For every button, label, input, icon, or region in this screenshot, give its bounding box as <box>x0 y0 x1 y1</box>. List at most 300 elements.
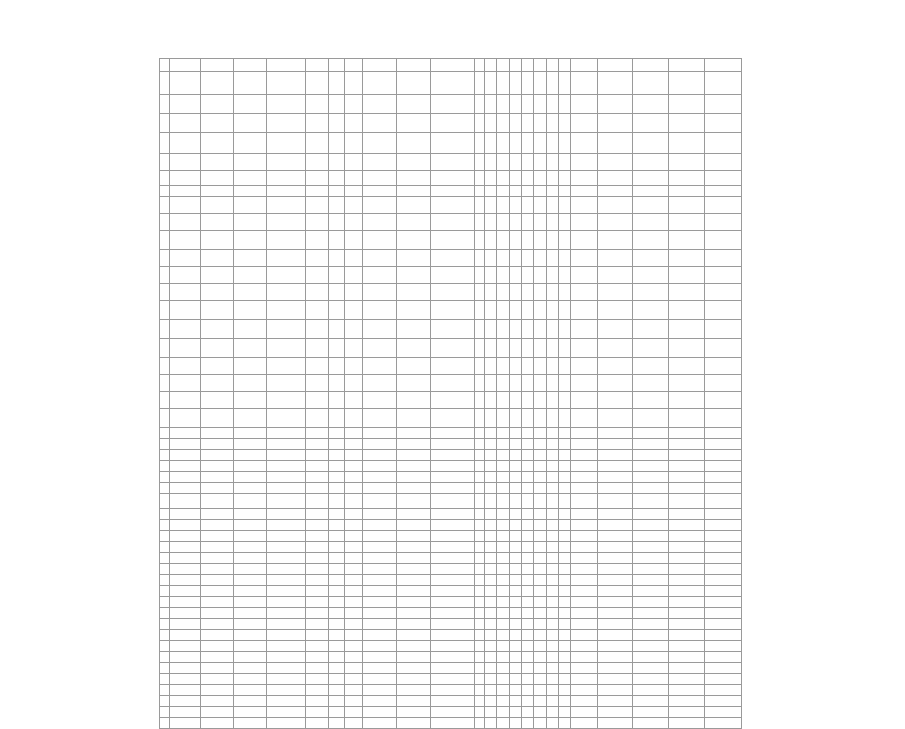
table-cell <box>233 267 267 284</box>
table-cell <box>345 718 363 729</box>
table-cell <box>397 375 431 392</box>
table-cell <box>546 375 558 392</box>
table-cell <box>669 320 705 339</box>
table-cell <box>669 409 705 428</box>
table-cell <box>345 509 363 520</box>
table-cell <box>328 597 344 608</box>
table-cell <box>497 59 509 72</box>
table-cell <box>363 197 397 214</box>
table-cell <box>597 553 633 564</box>
table-cell <box>328 358 344 375</box>
table-cell <box>521 250 533 267</box>
table-cell <box>430 439 474 450</box>
table-cell <box>571 542 598 553</box>
table-cell <box>571 707 598 718</box>
table-cell <box>571 531 598 542</box>
table-cell <box>345 531 363 542</box>
table-cell <box>160 231 170 250</box>
table-cell <box>345 564 363 575</box>
table-cell <box>160 375 170 392</box>
table-cell <box>200 542 233 553</box>
table-cell <box>534 608 546 619</box>
table-cell <box>534 267 546 284</box>
table-row <box>160 375 742 392</box>
table-cell <box>160 472 170 483</box>
table-cell <box>633 597 669 608</box>
table-cell <box>328 133 344 154</box>
table-cell <box>485 696 497 707</box>
table-cell <box>521 439 533 450</box>
table-cell <box>363 718 397 729</box>
table-cell <box>363 231 397 250</box>
table-cell <box>546 339 558 358</box>
table-cell <box>170 214 201 231</box>
table-cell <box>328 439 344 450</box>
table-cell <box>558 250 570 267</box>
table-cell <box>597 186 633 197</box>
table-cell <box>345 59 363 72</box>
table-cell <box>597 696 633 707</box>
table-cell <box>328 171 344 186</box>
table-cell <box>497 619 509 630</box>
table-cell <box>571 597 598 608</box>
table-cell <box>509 542 521 553</box>
table-cell <box>328 72 344 95</box>
table-cell <box>597 586 633 597</box>
table-cell <box>397 652 431 663</box>
table-cell <box>534 409 546 428</box>
table-cell <box>571 652 598 663</box>
table-cell <box>521 597 533 608</box>
table-cell <box>497 95 509 114</box>
table-cell <box>669 284 705 301</box>
table-cell <box>363 133 397 154</box>
table-cell <box>267 575 306 586</box>
table-cell <box>497 72 509 95</box>
table-cell <box>558 619 570 630</box>
table-cell <box>485 674 497 685</box>
table-cell <box>571 267 598 284</box>
table-row <box>160 608 742 619</box>
table-cell <box>345 231 363 250</box>
table-cell <box>170 674 201 685</box>
table-cell <box>170 171 201 186</box>
table-cell <box>597 267 633 284</box>
table-cell <box>170 409 201 428</box>
table-cell <box>558 320 570 339</box>
table-cell <box>705 392 742 409</box>
table-cell <box>397 630 431 641</box>
table-cell <box>509 114 521 133</box>
table-cell <box>397 267 431 284</box>
table-cell <box>306 542 329 553</box>
table-cell <box>571 409 598 428</box>
table-cell <box>200 553 233 564</box>
table-cell <box>669 575 705 586</box>
data-table <box>159 58 742 729</box>
table-cell <box>633 284 669 301</box>
table-cell <box>430 494 474 509</box>
table-cell <box>485 133 497 154</box>
table-cell <box>497 685 509 696</box>
table-cell <box>267 114 306 133</box>
table-cell <box>345 428 363 439</box>
table-cell <box>485 718 497 729</box>
table-cell <box>267 197 306 214</box>
table-cell <box>170 641 201 652</box>
table-cell <box>546 707 558 718</box>
table-row <box>160 59 742 72</box>
table-cell <box>474 214 484 231</box>
table-cell <box>521 301 533 320</box>
table-cell <box>397 575 431 586</box>
table-cell <box>474 114 484 133</box>
table-cell <box>306 608 329 619</box>
table-cell <box>397 531 431 542</box>
table-cell <box>597 520 633 531</box>
table-cell <box>345 214 363 231</box>
table-cell <box>534 696 546 707</box>
table-cell <box>705 663 742 674</box>
table-cell <box>705 186 742 197</box>
table-cell <box>597 674 633 685</box>
table-cell <box>705 72 742 95</box>
table-cell <box>430 520 474 531</box>
table-cell <box>160 542 170 553</box>
table-cell <box>160 575 170 586</box>
table-cell <box>328 685 344 696</box>
table-cell <box>474 531 484 542</box>
table-cell <box>597 375 633 392</box>
table-cell <box>345 197 363 214</box>
table-cell <box>546 214 558 231</box>
table-cell <box>160 358 170 375</box>
table-cell <box>571 392 598 409</box>
table-cell <box>597 483 633 494</box>
table-cell <box>306 494 329 509</box>
table-cell <box>534 531 546 542</box>
table-cell <box>170 597 201 608</box>
table-cell <box>474 439 484 450</box>
table-cell <box>669 553 705 564</box>
table-cell <box>669 339 705 358</box>
table-cell <box>306 320 329 339</box>
table-cell <box>328 531 344 542</box>
table-cell <box>267 652 306 663</box>
table-cell <box>328 428 344 439</box>
table-cell <box>546 231 558 250</box>
table-cell <box>170 707 201 718</box>
table-cell <box>571 450 598 461</box>
table-cell <box>633 483 669 494</box>
table-cell <box>397 494 431 509</box>
table-cell <box>546 95 558 114</box>
table-cell <box>306 375 329 392</box>
table-cell <box>534 483 546 494</box>
table-cell <box>558 284 570 301</box>
table-cell <box>534 597 546 608</box>
table-cell <box>546 72 558 95</box>
table-cell <box>509 284 521 301</box>
table-cell <box>474 696 484 707</box>
table-cell <box>328 520 344 531</box>
table-cell <box>160 553 170 564</box>
table-cell <box>474 59 484 72</box>
table-cell <box>534 358 546 375</box>
table-cell <box>363 59 397 72</box>
table-cell <box>267 409 306 428</box>
table-cell <box>509 586 521 597</box>
table-cell <box>669 542 705 553</box>
table-cell <box>474 171 484 186</box>
table-cell <box>497 133 509 154</box>
table-cell <box>200 663 233 674</box>
table-cell <box>200 597 233 608</box>
table-cell <box>669 586 705 597</box>
table-cell <box>160 564 170 575</box>
table-cell <box>571 509 598 520</box>
table-cell <box>233 707 267 718</box>
table-cell <box>430 696 474 707</box>
table-cell <box>170 630 201 641</box>
table-cell <box>267 641 306 652</box>
table-cell <box>345 375 363 392</box>
table-cell <box>200 630 233 641</box>
table-cell <box>233 358 267 375</box>
table-cell <box>633 630 669 641</box>
table-cell <box>160 494 170 509</box>
table-cell <box>705 339 742 358</box>
table-cell <box>669 133 705 154</box>
table-row <box>160 320 742 339</box>
table-cell <box>306 95 329 114</box>
table-cell <box>485 685 497 696</box>
table-cell <box>597 133 633 154</box>
table-cell <box>430 586 474 597</box>
table-cell <box>200 531 233 542</box>
table-cell <box>558 72 570 95</box>
table-row <box>160 619 742 630</box>
table-cell <box>430 707 474 718</box>
table-cell <box>597 608 633 619</box>
table-cell <box>170 483 201 494</box>
table-cell <box>430 483 474 494</box>
table-cell <box>363 652 397 663</box>
table-cell <box>597 250 633 267</box>
table-cell <box>233 575 267 586</box>
table-cell <box>397 231 431 250</box>
table-cell <box>328 494 344 509</box>
table-cell <box>705 114 742 133</box>
table-cell <box>363 483 397 494</box>
table-cell <box>233 72 267 95</box>
table-cell <box>534 301 546 320</box>
table-cell <box>497 494 509 509</box>
table-cell <box>497 358 509 375</box>
table-cell <box>397 301 431 320</box>
table-cell <box>474 520 484 531</box>
table-cell <box>485 214 497 231</box>
table-cell <box>521 520 533 531</box>
table-cell <box>474 597 484 608</box>
table-cell <box>509 231 521 250</box>
table-cell <box>558 267 570 284</box>
table-cell <box>521 553 533 564</box>
table-cell <box>521 542 533 553</box>
table-cell <box>705 133 742 154</box>
table-cell <box>558 231 570 250</box>
table-cell <box>497 409 509 428</box>
table-cell <box>474 674 484 685</box>
table-cell <box>521 494 533 509</box>
table-cell <box>597 494 633 509</box>
table-cell <box>534 509 546 520</box>
table-cell <box>485 409 497 428</box>
table-cell <box>497 154 509 171</box>
table-cell <box>546 133 558 154</box>
table-cell <box>160 214 170 231</box>
table-cell <box>705 472 742 483</box>
table-cell <box>571 154 598 171</box>
table-cell <box>430 428 474 439</box>
table-cell <box>474 494 484 509</box>
table-cell <box>430 186 474 197</box>
table-cell <box>200 450 233 461</box>
table-cell <box>267 520 306 531</box>
table-cell <box>509 392 521 409</box>
table-cell <box>534 439 546 450</box>
table-cell <box>474 197 484 214</box>
table-cell <box>160 696 170 707</box>
table-cell <box>558 472 570 483</box>
table-cell <box>328 718 344 729</box>
table-cell <box>558 114 570 133</box>
table-row <box>160 439 742 450</box>
table-cell <box>705 674 742 685</box>
table-cell <box>597 154 633 171</box>
table-cell <box>546 718 558 729</box>
table-cell <box>633 339 669 358</box>
table-cell <box>534 171 546 186</box>
table-cell <box>397 320 431 339</box>
table-cell <box>267 59 306 72</box>
table-cell <box>306 428 329 439</box>
table-cell <box>200 133 233 154</box>
table-cell <box>485 707 497 718</box>
table-cell <box>509 301 521 320</box>
table-cell <box>669 663 705 674</box>
table-cell <box>534 718 546 729</box>
table-cell <box>558 197 570 214</box>
table-cell <box>345 409 363 428</box>
table-cell <box>363 619 397 630</box>
table-cell <box>474 95 484 114</box>
table-cell <box>571 586 598 597</box>
table-cell <box>233 564 267 575</box>
table-cell <box>200 564 233 575</box>
table-cell <box>571 483 598 494</box>
table-cell <box>474 320 484 339</box>
table-cell <box>497 301 509 320</box>
table-cell <box>328 542 344 553</box>
table-cell <box>705 531 742 542</box>
table-cell <box>633 375 669 392</box>
table-cell <box>558 641 570 652</box>
table-cell <box>474 284 484 301</box>
table-cell <box>200 428 233 439</box>
table-cell <box>571 619 598 630</box>
table-cell <box>534 59 546 72</box>
table-cell <box>397 428 431 439</box>
table-cell <box>705 95 742 114</box>
table-cell <box>474 472 484 483</box>
table-cell <box>509 509 521 520</box>
table-cell <box>509 472 521 483</box>
table-cell <box>509 428 521 439</box>
table-cell <box>497 564 509 575</box>
table-cell <box>558 494 570 509</box>
table-cell <box>485 114 497 133</box>
table-cell <box>633 95 669 114</box>
table-cell <box>705 267 742 284</box>
table-cell <box>705 553 742 564</box>
table-cell <box>509 214 521 231</box>
table-cell <box>633 186 669 197</box>
table-cell <box>474 301 484 320</box>
table-cell <box>267 171 306 186</box>
table-cell <box>306 59 329 72</box>
table-cell <box>558 214 570 231</box>
table-cell <box>534 564 546 575</box>
table-cell <box>397 186 431 197</box>
table-cell <box>160 509 170 520</box>
table-cell <box>633 564 669 575</box>
table-cell <box>267 186 306 197</box>
table-cell <box>200 59 233 72</box>
table-cell <box>200 575 233 586</box>
table-cell <box>363 509 397 520</box>
table-cell <box>571 718 598 729</box>
table-cell <box>485 320 497 339</box>
table-cell <box>485 509 497 520</box>
table-cell <box>363 154 397 171</box>
table-cell <box>267 358 306 375</box>
table-cell <box>633 409 669 428</box>
table-cell <box>170 663 201 674</box>
table-cell <box>430 375 474 392</box>
table-cell <box>509 133 521 154</box>
table-cell <box>430 214 474 231</box>
table-cell <box>485 575 497 586</box>
table-cell <box>267 392 306 409</box>
table-cell <box>534 231 546 250</box>
table-cell <box>397 696 431 707</box>
table-cell <box>200 494 233 509</box>
table-cell <box>546 284 558 301</box>
table-cell <box>363 608 397 619</box>
table-cell <box>509 72 521 95</box>
table-cell <box>267 267 306 284</box>
table-cell <box>160 320 170 339</box>
table-cell <box>558 707 570 718</box>
table-cell <box>546 564 558 575</box>
table-cell <box>363 320 397 339</box>
table-cell <box>497 171 509 186</box>
table-cell <box>233 586 267 597</box>
table-row <box>160 685 742 696</box>
table-cell <box>633 608 669 619</box>
table-cell <box>509 320 521 339</box>
